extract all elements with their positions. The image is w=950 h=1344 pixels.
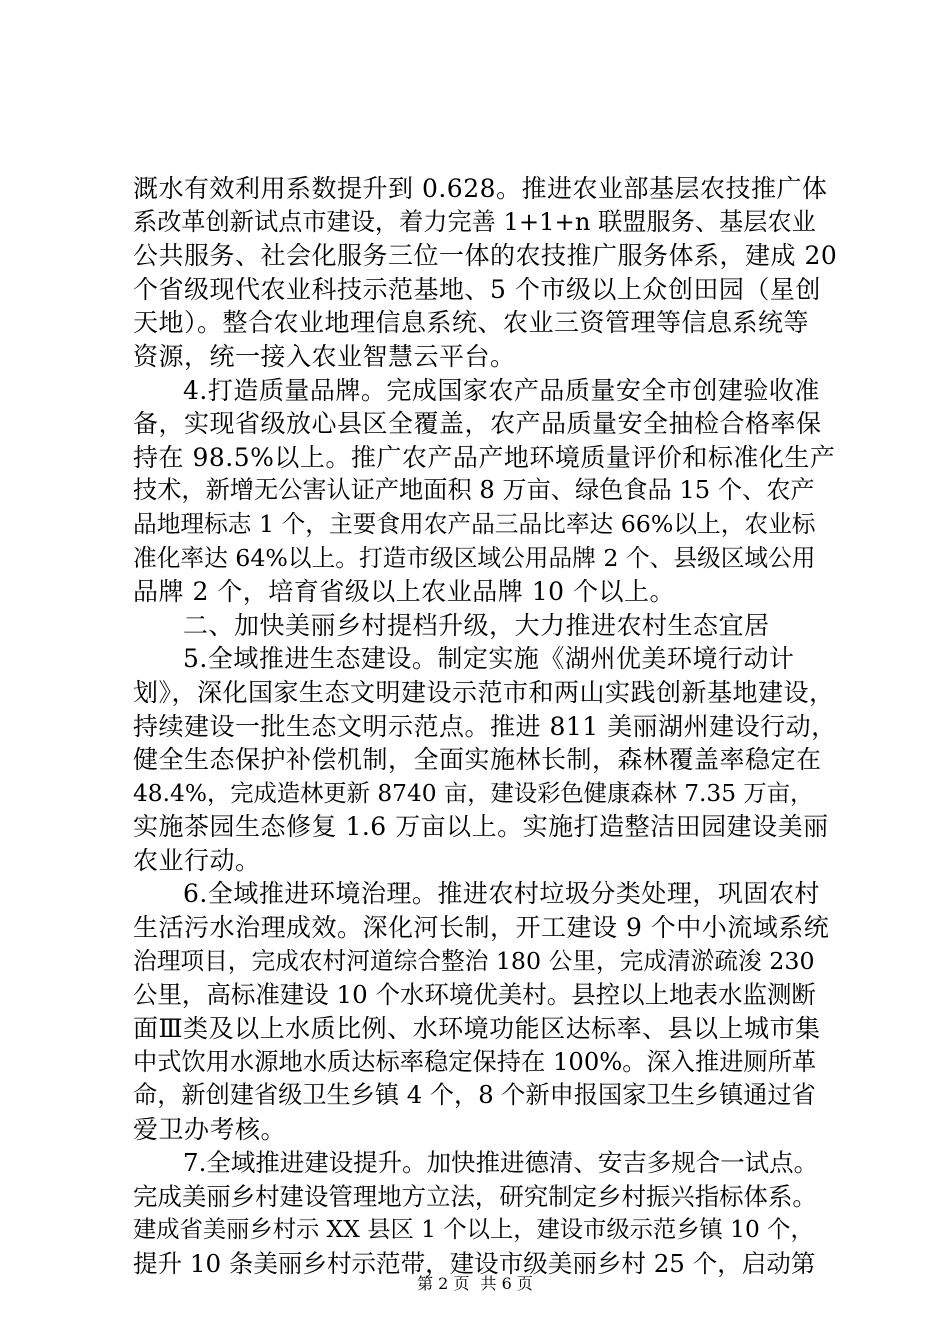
text-line: 6.全域推进环境治理。推进农村垃圾分类处理，巩固农村 <box>183 879 820 909</box>
text-line: 命，新创建省级卫生乡镇 4 个，8 个新申报国家卫生乡镇通过省 <box>133 1081 816 1110</box>
text-line: 7.全域推进建设提升。加快推进德清、安吉多规合一试点。 <box>183 1148 819 1178</box>
text-line: 生活污水治理成效。深化河长制，开工建设 9 个中小流域系统 <box>133 913 830 943</box>
text-line: 系改革创新试点市建设，着力完善 1+1+n 联盟服务、基层农业 <box>133 207 816 236</box>
page-number-total: 共 6 页 <box>480 1274 533 1293</box>
text-line: 治理项目，完成农村河道综合整治 180 公里，完成清淤疏浚 230 <box>133 946 815 975</box>
text-line: 爱卫办考核。 <box>133 1114 287 1144</box>
text-line: 溉水有效利用系数提升到 0.628。推进农业部基层农技推广体 <box>133 174 828 203</box>
text-line: 准化率达 64%以上。打造市级区域公用品牌 2 个、县级区域公用 <box>133 543 816 572</box>
text-line: 持续建设一批生态文明示范点。推进 811 美丽湖州建设行动， <box>133 711 837 741</box>
text-line: 公里，高标准建设 10 个水环境优美村。县控以上地表水监测断 <box>133 980 816 1010</box>
text-line: 划》，深化国家生态文明建设示范市和两山实践创新基地建设， <box>133 677 835 707</box>
text-line: 持在 98.5%以上。推广农产品产地环境质量评价和标准化生产 <box>133 442 836 472</box>
page-footer <box>0 1274 950 1294</box>
page-number-current: 第 2 页 <box>417 1274 470 1293</box>
text-line: 个省级现代农业科技示范基地、5 个市级以上众创田园（星创 <box>133 274 821 304</box>
text-line: 技术，新增无公害认证产地面积 8 万亩、绿色食品 15 个、农产 <box>133 476 815 505</box>
text-line: 备，实现省级放心县区全覆盖，农产品质量安全抽检合格率保 <box>133 409 822 439</box>
text-line: 资源，统一接入农业智慧云平台。 <box>133 341 516 371</box>
text-line: 建成省美丽乡村示 XX 县区 1 个以上，建设市级示范乡镇 10 个， <box>133 1216 814 1244</box>
text-line: 实施茶园生态修复 1.6 万亩以上。实施打造整洁田园建设美丽 <box>133 812 829 842</box>
text-line: 农业行动。 <box>133 845 261 875</box>
text-line: 4.打造质量品牌。完成国家农产品质量安全市创建验收准 <box>183 375 820 405</box>
text-line: 品地理标志 1 个，主要食用农产品三品比率达 66%以上，农业标 <box>133 509 816 538</box>
text-line: 中式饮用水源地水质达标率稳定保持在 100%。深入推进厕所革 <box>133 1047 817 1077</box>
document-body <box>133 172 838 1281</box>
text-line: 提升 10 条美丽乡村示范带，建设市级美丽乡村 25 个，启动第 <box>133 1249 816 1278</box>
text-line: 面Ⅲ类及以上水质比例、水环境功能区达标率、县以上城市集 <box>133 1013 821 1043</box>
text-line: 品牌 2 个，培育省级以上农业品牌 10 个以上。 <box>133 577 676 607</box>
text-line: 48.4%，完成造林更新 8740 亩，建设彩色健康森林 7.35 万亩， <box>133 779 814 807</box>
text-line: 天地）。整合农业地理信息系统、农业三资管理等信息系统等 <box>133 308 810 338</box>
text-line: 公共服务、社会化服务三位一体的农技推广服务体系，建成 20 <box>133 241 838 271</box>
text-line: 健全生态保护补偿机制，全面实施林长制，森林覆盖率稳定在 <box>133 745 822 775</box>
text-line: 完成美丽乡村建设管理地方立法，研究制定乡村振兴指标体系。 <box>133 1181 817 1211</box>
text-line: 二、加快美丽乡村提档升级，大力推进农村生态宜居 <box>183 610 770 640</box>
text-line: 5.全域推进生态建设。制定实施《湖州优美环境行动计 <box>183 644 795 674</box>
